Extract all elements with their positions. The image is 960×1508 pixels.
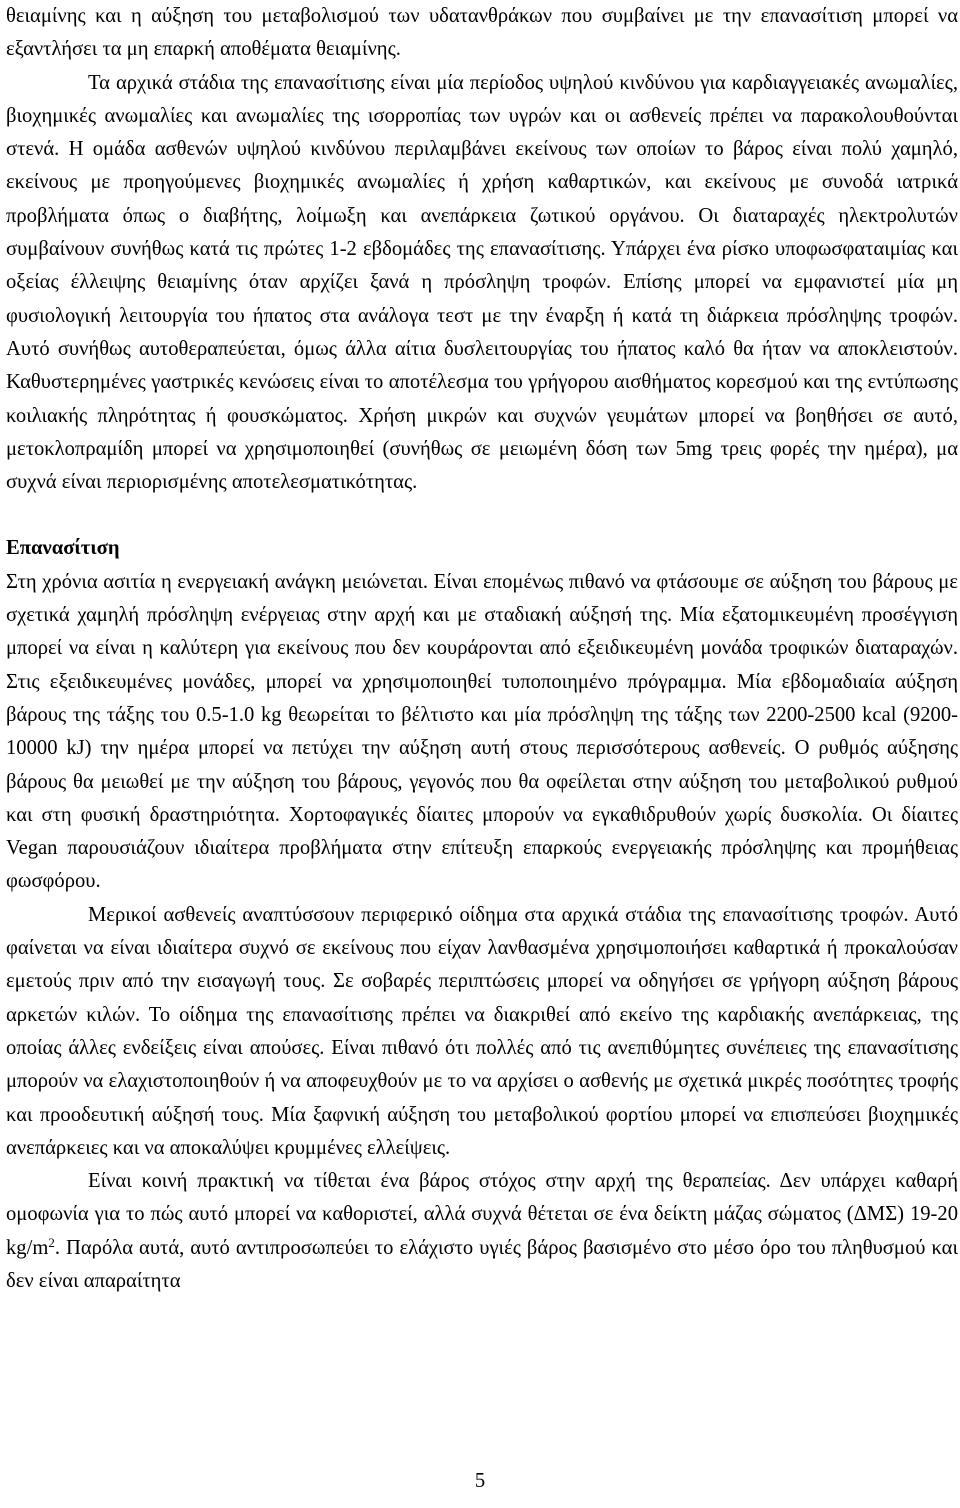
paragraph-target-weight-text: Είναι κοινή πρακτική να τίθεται ένα βάρος στόχος στην αρχή της θεραπείας. Δεν υπάρχει καθαρή ομοφωνία για το πώς αυτό μπορεί να καθοριστεί, αλλά συχνά θέτεται σε ένα δείκτη μάζας σώματος (ΔΜΣ) 19-20 kg/m xyxy=(6,1170,958,1259)
paragraph-edema: Μερικοί ασθενείς αναπτύσσουν περιφερικό οίδημα στα αρχικά στάδια της επανασίτισης τροφών. Αυτό φαίνεται να είναι ιδιαίτερα συχνό σε εκείνους που είχαν λανθασμένα χρησιμοποιήσει καθαρτικά ή προκαλούσαν εμετούς πριν από την εισαγωγή τους. Σε σοβαρές περιπτώσεις μπορεί να οδηγήσει σε γρήγορη αύξηση βάρους αρκετών κιλών. Το οίδημα της επανασίτισης πρέπει να διακριθεί από εκείνο της καρδιακής ανεπάρκειας, της οποίας άλλες ενδείξεις είναι απούσες. Είναι πιθανό ότι πολλές από τις ανεπιθύμητες συνέπειες της επανασίτισης μπορούν να ελαχιστοποιηθούν ή να αποφευχθούν με το να αρχίσει ο ασθενής με σχετικά μικρές ποσότητες τροφής και προοδευτική αύξησή τους. Μία ξαφνική αύξηση του μεταβολικού φορτίου μπορεί να επισπεύσει βιοχημικές ανεπάρκειες και να αποκαλύψει κρυμμένες ελλείψεις. xyxy=(6,903,958,1159)
paragraph-target-weight-text-cont: . Παρόλα αυτά, αυτό αντιπροσωπεύει το ελάχιστο υγιές βάρος βασισμένο στο μέσο όρο του πληθυσμού και δεν είναι απαραίτητα xyxy=(6,1236,958,1292)
superscript: 2 xyxy=(48,1234,55,1250)
document-page xyxy=(6,0,958,1298)
paragraph-continuation: θειαμίνης και η αύξηση του μεταβολισμού των υδατανθράκων που συμβαίνει με την επανασίτιση μπορεί να εξαντλήσει τα μη επαρκή αποθέματα θειαμίνης. xyxy=(6,5,958,61)
page-number: 5 xyxy=(474,1470,486,1492)
paragraph-refeeding-risks: Τα αρχικά στάδια της επανασίτισης είναι μία περίοδος υψηλού κινδύνου για καρδιαγγειακές ανωμαλίες, βιοχημικές ανωμαλίες και ανωμαλίες της ισορροπίας των υγρών και οι ασθενείς πρέπει να παρακολουθούνται στενά. Η ομάδα ασθενών υψηλού κινδύνου περιλαμβάνει εκείνους των οποίων το βάρος είναι πολύ χαμηλό, εκείνους με προηγούμενες βιοχημικές ανωμαλίες ή χρήση καθαρτικών, και εκείνους με συνοδά ιατρικά προβλήματα όπως ο διαβήτης, λοίμωξη και ανεπάρκεια ζωτικού οργάνου. Οι διαταραχές ηλεκτρολυτών συμβαίνουν συνήθως κατά τις πρώτες 1-2 εβδομάδες της επανασίτισης. Υπάρχει ένα ρίσκο υποφωσφαταιμίας και οξείας έλλειψης θειαμίνης όταν αρχίζει ξανά η πρόσληψη τροφών. Επίσης μπορεί να εμφανιστεί μία μη φυσιολογική λειτουργία του ήπατος στα ανάλογα τεστ με την έναρξη ή κατά τη διάρκεια πρόσληψης τροφών. Αυτό συνήθως αυτοθεραπεύεται, όμως άλλα αίτια δυσλειτουργίας του ήπατος καλό θα ήταν να αποκλειστούν. Καθυστερημένες γαστρικές κενώσεις είναι το αποτέλεσμα του γρήγορου αισθήματος κορεσμού και της εντύπωσης κοιλιακής πληρότητας ή φουσκώματος. Χρήση μικρών και συχνών γευμάτων μπορεί να βοηθήσει σε αυτό, μετοκλοπραμίδη μπορεί να χρησιμοποιηθεί (συνήθως σε μειωμένη δόση των 5mg τρεις φορές την ημέρα), μα συχνά είναι περιορισμένης αποτελεσματικότητας. xyxy=(6,71,958,494)
section-heading: Επανασίτιση xyxy=(6,537,120,560)
paragraph-target-weight xyxy=(6,1165,958,1298)
paragraph-energy-needs: Στη χρόνια ασιτία η ενεργειακή ανάγκη μειώνεται. Είναι επομένως πιθανό να φτάσουμε σε αύξηση του βάρους με σχετικά χαμηλή πρόσληψη ενέργειας στην αρχή και με σταδιακή αύξησή της. Μία εξατομικευμένη προσέγγιση μπορεί να είναι η καλύτερη για εκείνους που δεν κουράρονται από εξειδικευμένη μονάδα τροφικών διαταραχών. Στις εξειδικευμένες μονάδες, μπορεί να χρησιμοποιηθεί τυποποιημένο πρόγραμμα. Μία εβδομαδιαία αύξηση βάρους της τάξης του 0.5-1.0 kg θεωρείται το βέλτιστο και μία πρόσληψη της τάξης των 2200-2500 kcal (9200-10000 kJ) την ημέρα μπορεί να πετύχει την αύξηση αυτή στους περισσότερους ασθενείς. Ο ρυθμός αύξησης βάρους θα μειωθεί με την αύξηση του βάρους, γεγονός που θα οφείλεται στην αύξηση του μεταβολικού ρυθμού και στη φυσική δραστηριότητα. Χορτοφαγικές δίαιτες μπορούν να εγκαθιδρυθούν χωρίς δυσκολία. Οι δίαιτες Vegan παρουσιάζουν ιδιαίτερα προβλήματα στην επίτευξη επαρκούς ενεργειακής πρόσληψης και προμήθειας φωσφόρου. xyxy=(6,570,958,893)
